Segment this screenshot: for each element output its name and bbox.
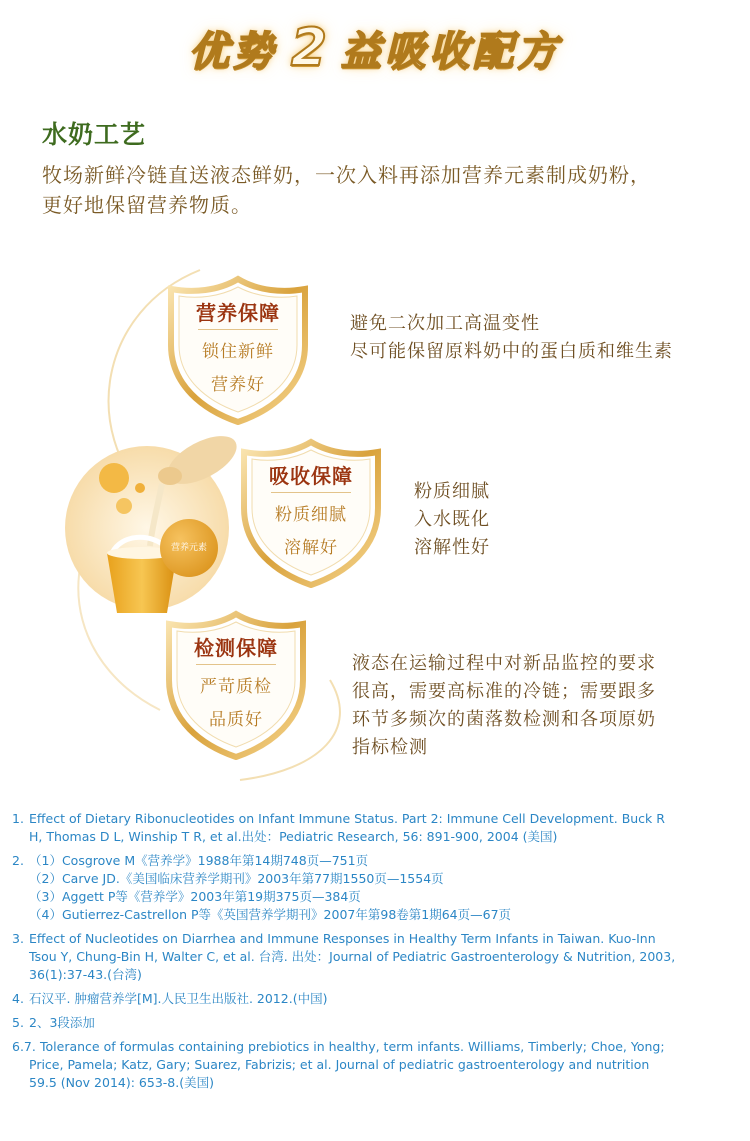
reference-number: 1.	[12, 811, 24, 826]
section-title: 水奶工艺	[42, 120, 147, 149]
nutrient-badge: 营养元素	[160, 519, 218, 577]
milk-pour-illustration	[62, 428, 252, 628]
header-prefix: 优势	[188, 28, 277, 75]
reference-line: Effect of Dietary Ribonucleotides on Infant Immune Status. Part 2: Immune Cell Development. Buck R	[29, 811, 665, 826]
shield-divider	[196, 664, 276, 665]
reference-line: （4）Gutierrez-Castrellon P等《英国营养学期刊》2007年第98卷第1期64页—67页	[29, 907, 512, 922]
reference-line: （3）Aggett P等《营养学》2003年第19期375页—384页	[29, 889, 361, 904]
description-line: 避免二次加工高温变性	[350, 313, 540, 334]
header-banner	[0, 18, 750, 88]
reference-line: Tolerance of formulas containing prebiotics in healthy, term infants. Williams, Timberly; Choe, Yong;	[40, 1039, 665, 1054]
shield-line: 锁住新鲜	[202, 342, 274, 362]
reference-number: 6.7.	[12, 1039, 36, 1054]
reference-number: 3.	[12, 931, 24, 946]
description-line: 入水既化	[414, 509, 490, 530]
shield-divider	[271, 492, 351, 493]
description-line: 粉质细腻	[414, 481, 490, 502]
reference-line: 石汉平. 肿瘤营养学[M].人民卫生出版社. 2012.(中国)	[29, 991, 328, 1006]
shield-title: 检测保障	[194, 636, 278, 660]
shield-divider	[198, 329, 278, 330]
reference-line: Price, Pamela; Katz, Gary; Suarez, Fabrizis; et al. Journal of pediatric gastroenterology and nutrition	[29, 1057, 650, 1072]
description-line: 指标检测	[352, 737, 428, 758]
header-number: 2	[290, 18, 328, 78]
reference-item	[12, 852, 742, 924]
shield-line: 品质好	[209, 710, 263, 730]
shield-line: 营养好	[211, 375, 265, 395]
reference-item	[12, 1038, 742, 1092]
description-line: 尽可能保留原料奶中的蛋白质和维生素	[350, 341, 673, 362]
reference-line: 36(1):37-43.(台湾)	[29, 967, 142, 982]
reference-item	[12, 810, 742, 846]
shield-nutrition	[163, 275, 313, 425]
header-suffix: 益吸收配方	[341, 28, 562, 75]
reference-item	[12, 1014, 742, 1032]
reference-line: Tsou Y, Chung-Bin H, Walter C, et al. 台湾. 出处：Journal of Pediatric Gastroenterology & Nutrition, 2003,	[29, 949, 676, 964]
section-description-line: 更好地保留营养物质。	[42, 193, 252, 217]
shield-line: 严苛质检	[200, 677, 272, 697]
shield-description	[350, 310, 673, 366]
reference-number: 5.	[12, 1015, 24, 1030]
reference-line: Effect of Nucleotides on Diarrhea and Immune Responses in Healthy Term Infants in Taiwan. Kuo-Inn	[29, 931, 656, 946]
reference-item	[12, 990, 742, 1008]
shield-description	[352, 650, 656, 762]
reference-line: （1）Cosgrove M《营养学》1988年第14期748页—751页	[29, 853, 369, 868]
reference-line: （2）Carve JD.《美国临床营养学期刊》2003年第77期1550页—1554页	[29, 871, 444, 886]
shield-line: 溶解好	[284, 538, 338, 558]
references-list	[12, 810, 742, 1098]
reference-number: 4.	[12, 991, 24, 1006]
shield-title: 营养保障	[196, 301, 280, 325]
shield-title: 吸收保障	[269, 464, 353, 488]
description-line: 很高，需要高标准的冷链；需要跟多	[352, 681, 656, 702]
description-line: 液态在运输过程中对新品监控的要求	[352, 653, 656, 674]
reference-line: 59.5 (Nov 2014): 653-8.(美国)	[29, 1075, 214, 1090]
shield-line: 粉质细腻	[275, 505, 347, 525]
section-description	[42, 160, 722, 220]
description-line: 环节多频次的菌落数检测和各项原奶	[352, 709, 656, 730]
shield-absorption	[236, 438, 386, 588]
description-line: 溶解性好	[414, 537, 490, 558]
shield-inspection	[161, 610, 311, 760]
reference-number: 2.	[12, 853, 24, 868]
reference-item	[12, 930, 742, 984]
shield-description	[414, 478, 490, 562]
reference-line: 2、3段添加	[29, 1015, 95, 1030]
reference-line: H, Thomas D L, Winship T R, et al.出处：Pediatric Research, 56: 891-900, 2004 (美国)	[29, 829, 558, 844]
section-description-line: 牧场新鲜冷链直送液态鲜奶，一次入料再添加营养元素制成奶粉，	[42, 163, 651, 187]
